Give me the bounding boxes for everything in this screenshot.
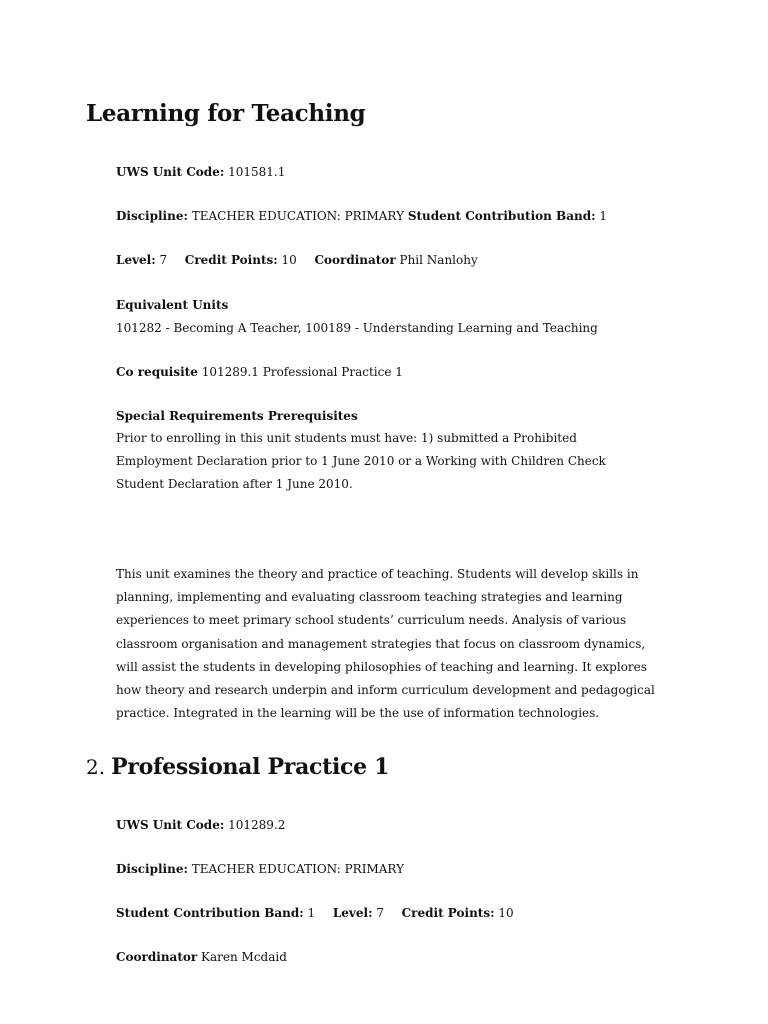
special-requirements-heading: Special Requirements Prerequisites: [116, 409, 358, 423]
discipline-value: TEACHER EDUCATION: PRIMARY: [191, 209, 404, 223]
corequisite-value: 101289.1 Professional Practice 1: [201, 365, 403, 379]
corequisite-label: Co requisite: [116, 365, 198, 379]
coordinator-label: Coordinator: [314, 253, 396, 267]
credit-points-label: Credit Points:: [184, 253, 278, 267]
section-number: 2.: [86, 755, 106, 779]
unit-code-line: [116, 164, 285, 180]
unit2-discipline-label: Discipline:: [116, 862, 188, 876]
special-requirements-text: Prior to enrolling in this unit students must have: 1) submitted a Prohibited Employment Declaration prior to 1 June 2010 or a Working with Children Check Student Declaration after 1 June 2010.: [116, 431, 606, 492]
unit2-level-value: 7: [376, 906, 384, 920]
level-credit-coordinator-line: [116, 252, 478, 268]
unit2-discipline-line: [116, 861, 404, 877]
section-title: Professional Practice 1: [111, 754, 390, 780]
unit2-coordinator-value: Karen Mcdaid: [201, 950, 287, 964]
unit2-credit-points-label: Credit Points:: [401, 906, 495, 920]
unit2-discipline-value: TEACHER EDUCATION: PRIMARY: [191, 862, 404, 876]
unit2-coordinator-label: Coordinator: [116, 950, 198, 964]
contribution-band-label: Student Contribution Band:: [407, 209, 596, 223]
unit-title: Learning for Teaching: [86, 100, 366, 127]
unit2-coordinator-line: [116, 949, 287, 965]
credit-points-value: 10: [281, 253, 297, 267]
unit2-code-line: [116, 817, 285, 833]
unit2-code-value: 101289.2: [228, 818, 286, 832]
coordinator-value: Phil Nanlohy: [399, 253, 478, 267]
unit-description: This unit examines the theory and practice of teaching. Students will develop skills in planning, implementing and evaluating classroom teaching strategies and learning experiences to meet primary school students’ curriculum needs. Analysis of various classroom organisation and management strategies that focus on classroom dynamics, will assist the students in developing philosophies of teaching and learning. It explores how theory and research underpin and inform curriculum development and pedagogical practice. Integrated in the learning will be the use of information technologies.: [116, 567, 655, 721]
unit2-credit-points-value: 10: [498, 906, 514, 920]
discipline-label: Discipline:: [116, 209, 188, 223]
unit-code-value: 101581.1: [228, 165, 286, 179]
level-label: Level:: [116, 253, 156, 267]
level-value: 7: [159, 253, 168, 267]
unit2-contribution-band-label: Student Contribution Band:: [116, 906, 304, 920]
contribution-band-value: 1: [599, 209, 607, 223]
discipline-line: [116, 208, 607, 224]
equivalent-units-heading: Equivalent Units: [116, 298, 229, 312]
corequisite-line: [116, 364, 403, 380]
unit-code-label: UWS Unit Code:: [116, 165, 225, 179]
unit2-level-label: Level:: [332, 906, 373, 920]
section-heading: [86, 754, 389, 780]
unit2-contribution-band-value: 1: [307, 906, 316, 920]
equivalent-units-value: 101282 - Becoming A Teacher, 100189 - Understanding Learning and Teaching: [116, 321, 598, 335]
unit2-band-level-credit-line: [116, 905, 514, 921]
unit2-code-label: UWS Unit Code:: [116, 818, 225, 832]
